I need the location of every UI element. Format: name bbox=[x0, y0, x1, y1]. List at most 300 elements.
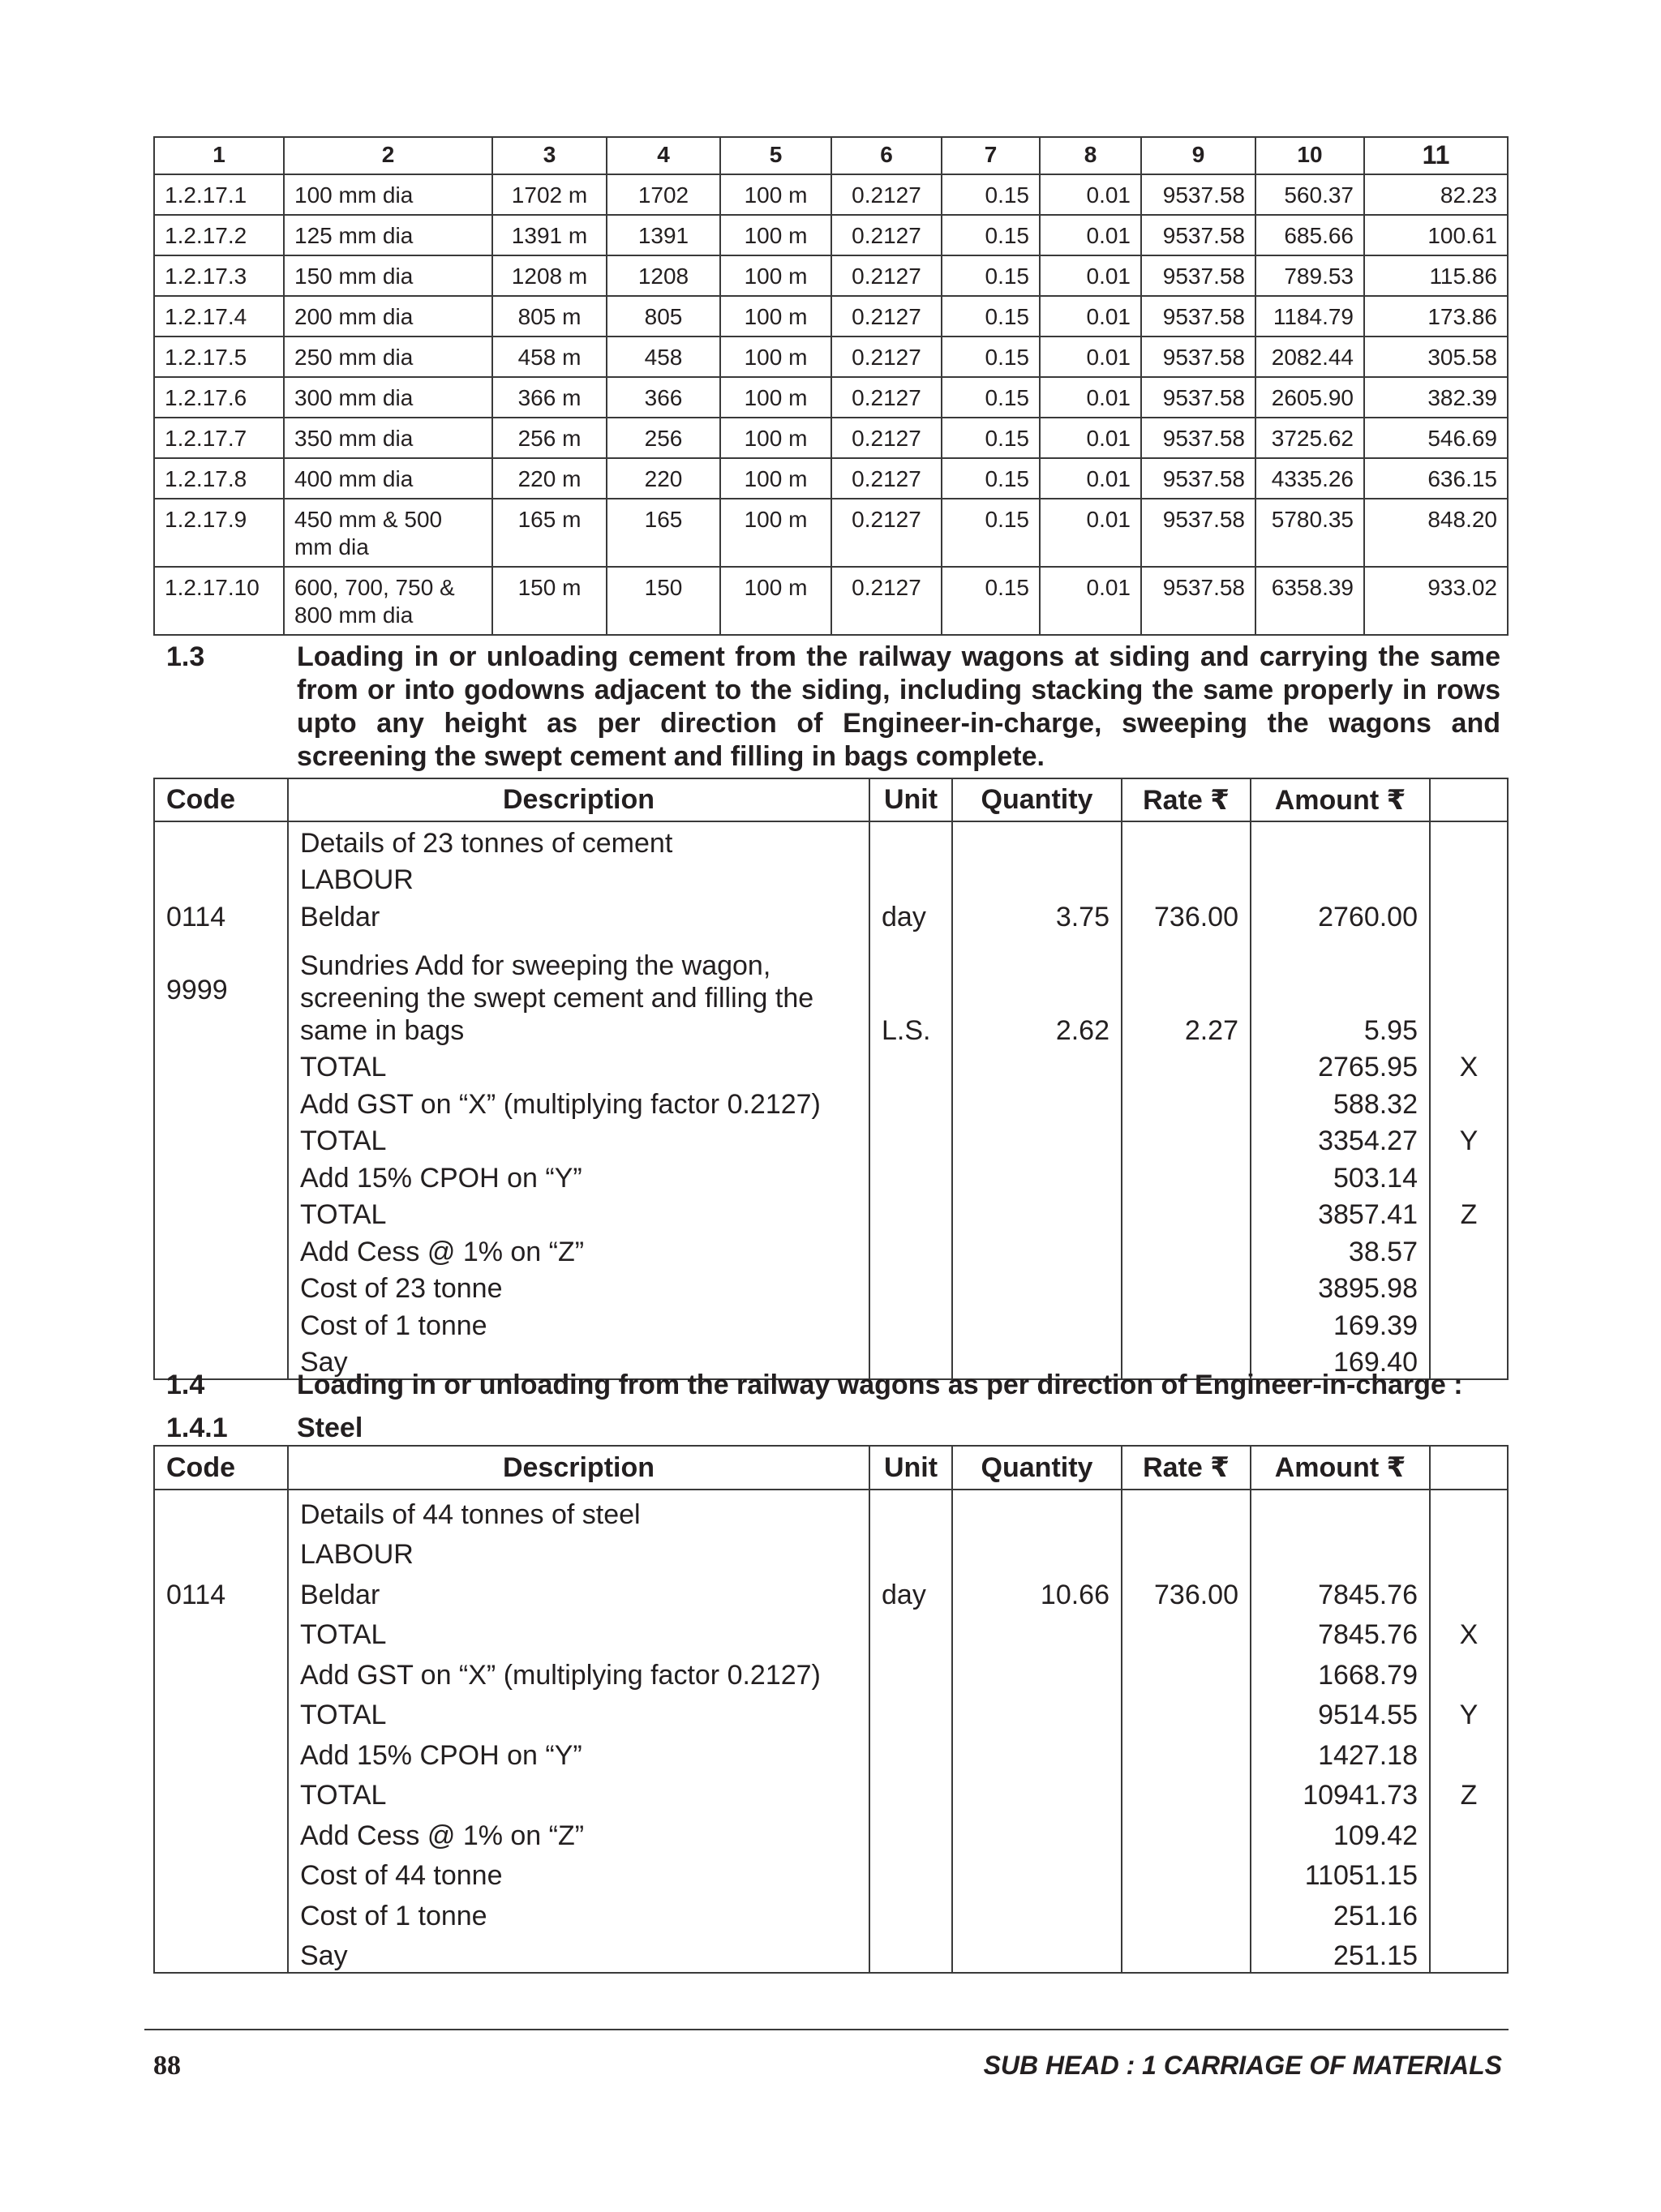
table-cell: 1.2.17.4 bbox=[154, 296, 284, 337]
table-cell: 150 bbox=[607, 567, 720, 635]
column-header: 9 bbox=[1141, 137, 1255, 174]
code-header: Code bbox=[154, 778, 288, 821]
description-cell: TOTAL bbox=[288, 1194, 869, 1232]
unit-cell bbox=[869, 1083, 952, 1121]
table-cell: 0.01 bbox=[1040, 499, 1141, 567]
unit-cell bbox=[869, 821, 952, 860]
amount-cell: 10941.73 bbox=[1251, 1772, 1430, 1812]
quantity-cell bbox=[952, 1892, 1122, 1932]
rate-cell bbox=[1122, 1047, 1251, 1084]
quantity-header: Quantity bbox=[952, 778, 1122, 821]
table-row bbox=[154, 1047, 1508, 1084]
table-cell: 115.86 bbox=[1364, 255, 1508, 296]
rate-cell bbox=[1122, 860, 1251, 897]
code-cell bbox=[154, 1611, 288, 1652]
table-cell: 1208 bbox=[607, 255, 720, 296]
table-cell: 1.2.17.10 bbox=[154, 567, 284, 635]
code-cell bbox=[154, 1731, 288, 1772]
amount-cell: 1668.79 bbox=[1251, 1651, 1430, 1691]
rate-cell bbox=[1122, 1531, 1251, 1571]
table-cell: 300 mm dia bbox=[284, 377, 492, 418]
unit-cell: day bbox=[869, 896, 952, 933]
table-row bbox=[154, 499, 1508, 567]
quantity-cell bbox=[952, 1268, 1122, 1305]
quantity-cell bbox=[952, 1231, 1122, 1268]
table-cell: 600, 700, 750 & 800 mm dia bbox=[284, 567, 492, 635]
quantity-header: Quantity bbox=[952, 1446, 1122, 1490]
table-cell: 0.01 bbox=[1040, 215, 1141, 255]
table-row bbox=[154, 1121, 1508, 1158]
quantity-cell: 10.66 bbox=[952, 1571, 1122, 1611]
table-cell: 636.15 bbox=[1364, 458, 1508, 499]
table-cell: 100 m bbox=[720, 337, 831, 377]
table-cell: 0.2127 bbox=[831, 458, 942, 499]
amount-cell: 3354.27 bbox=[1251, 1121, 1430, 1158]
quantity-cell bbox=[952, 1121, 1122, 1158]
description-cell: TOTAL bbox=[288, 1772, 869, 1812]
table-row bbox=[154, 1268, 1508, 1305]
table-cell: 933.02 bbox=[1364, 567, 1508, 635]
unit-cell bbox=[869, 1772, 952, 1812]
table-cell: 1.2.17.7 bbox=[154, 418, 284, 458]
rate-cell bbox=[1122, 1305, 1251, 1342]
table-cell: 1.2.17.2 bbox=[154, 215, 284, 255]
table-row bbox=[154, 1892, 1508, 1932]
description-cell: Add Cess @ 1% on “Z” bbox=[288, 1231, 869, 1268]
amount-header: Amount ₹ bbox=[1251, 778, 1430, 821]
quantity-cell bbox=[952, 1772, 1122, 1812]
rate-cell bbox=[1122, 1731, 1251, 1772]
total-tag bbox=[1430, 1157, 1508, 1194]
code-header: Code bbox=[154, 1446, 288, 1490]
table-cell: 0.15 bbox=[942, 377, 1040, 418]
rate-cell bbox=[1122, 1194, 1251, 1232]
table-cell: 789.53 bbox=[1255, 255, 1364, 296]
description-cell: TOTAL bbox=[288, 1121, 869, 1158]
total-tag bbox=[1430, 933, 1508, 1047]
quantity-cell bbox=[952, 1811, 1122, 1852]
table-row bbox=[154, 1571, 1508, 1611]
rate-cell bbox=[1122, 1083, 1251, 1121]
description-cell: Cost of 44 tonne bbox=[288, 1852, 869, 1893]
total-tag: X bbox=[1430, 1611, 1508, 1652]
rate-cell bbox=[1122, 1852, 1251, 1893]
quantity-cell bbox=[952, 821, 1122, 860]
table-cell: 165 m bbox=[492, 499, 607, 567]
table-cell: 382.39 bbox=[1364, 377, 1508, 418]
description-cell: Say bbox=[288, 1932, 869, 1974]
rate-cell bbox=[1122, 1268, 1251, 1305]
amount-cell: 503.14 bbox=[1251, 1157, 1430, 1194]
table-cell: 150 mm dia bbox=[284, 255, 492, 296]
code-cell bbox=[154, 1194, 288, 1232]
total-tag bbox=[1430, 1490, 1508, 1531]
table-cell: 0.15 bbox=[942, 296, 1040, 337]
code-cell bbox=[154, 1083, 288, 1121]
table-cell: 366 m bbox=[492, 377, 607, 418]
table-cell: 100 m bbox=[720, 174, 831, 215]
table-cell: 0.2127 bbox=[831, 337, 942, 377]
quantity-cell bbox=[952, 1932, 1122, 1974]
rate-cell bbox=[1122, 821, 1251, 860]
table-cell: 0.2127 bbox=[831, 567, 942, 635]
table-cell: 0.15 bbox=[942, 255, 1040, 296]
quantity-cell bbox=[952, 1490, 1122, 1531]
table-cell: 1391 m bbox=[492, 215, 607, 255]
unit-cell bbox=[869, 1490, 952, 1531]
quantity-cell bbox=[952, 1611, 1122, 1652]
table-row bbox=[154, 933, 1508, 1047]
amount-cell: 3857.41 bbox=[1251, 1194, 1430, 1232]
quantity-cell bbox=[952, 1047, 1122, 1084]
amount-cell: 7845.76 bbox=[1251, 1611, 1430, 1652]
rate-header: Rate ₹ bbox=[1122, 778, 1251, 821]
code-cell bbox=[154, 1691, 288, 1732]
description-cell: Add Cess @ 1% on “Z” bbox=[288, 1811, 869, 1852]
description-cell: Say bbox=[288, 1342, 869, 1380]
description-cell: Add 15% CPOH on “Y” bbox=[288, 1731, 869, 1772]
unit-cell bbox=[869, 1731, 952, 1772]
rate-cell: 736.00 bbox=[1122, 1571, 1251, 1611]
amount-cell: 3895.98 bbox=[1251, 1268, 1430, 1305]
table-header-row bbox=[154, 1446, 1508, 1490]
table-cell: 3725.62 bbox=[1255, 418, 1364, 458]
description-cell: TOTAL bbox=[288, 1691, 869, 1732]
quantity-cell bbox=[952, 1305, 1122, 1342]
section-1-4-1-heading bbox=[153, 1412, 1507, 1446]
description-cell: Cost of 1 tonne bbox=[288, 1892, 869, 1932]
description-cell: Details of 23 tonnes of cement bbox=[288, 821, 869, 860]
description-cell: TOTAL bbox=[288, 1047, 869, 1084]
table-cell: 458 m bbox=[492, 337, 607, 377]
table-cell: 0.15 bbox=[942, 458, 1040, 499]
code-cell: 0114 bbox=[154, 1571, 288, 1611]
table-row bbox=[154, 418, 1508, 458]
table-cell: 100 m bbox=[720, 458, 831, 499]
quantity-cell bbox=[952, 860, 1122, 897]
column-header: 7 bbox=[942, 137, 1040, 174]
quantity-cell bbox=[952, 1194, 1122, 1232]
amount-cell bbox=[1251, 1531, 1430, 1571]
page-number: 88 bbox=[153, 2051, 181, 2081]
rate-cell bbox=[1122, 1811, 1251, 1852]
table-cell: 5780.35 bbox=[1255, 499, 1364, 567]
table-row bbox=[154, 1157, 1508, 1194]
table-cell: 9537.58 bbox=[1141, 255, 1255, 296]
table-row bbox=[154, 1305, 1508, 1342]
table-cell: 9537.58 bbox=[1141, 174, 1255, 215]
rate-cell bbox=[1122, 1772, 1251, 1812]
table-cell: 546.69 bbox=[1364, 418, 1508, 458]
total-tag bbox=[1430, 1731, 1508, 1772]
table-cell: 0.15 bbox=[942, 567, 1040, 635]
rate-cell bbox=[1122, 1157, 1251, 1194]
unit-cell bbox=[869, 1531, 952, 1571]
table-cell: 0.01 bbox=[1040, 337, 1141, 377]
column-header: 11 bbox=[1364, 137, 1508, 174]
table-cell: 350 mm dia bbox=[284, 418, 492, 458]
table-cell: 9537.58 bbox=[1141, 499, 1255, 567]
table-cell: 1391 bbox=[607, 215, 720, 255]
total-tag: Z bbox=[1430, 1194, 1508, 1232]
total-tag bbox=[1430, 1892, 1508, 1932]
unit-cell bbox=[869, 1157, 952, 1194]
column-header: 8 bbox=[1040, 137, 1141, 174]
table-cell: 1.2.17.9 bbox=[154, 499, 284, 567]
description-cell: Add GST on “X” (multiplying factor 0.2127) bbox=[288, 1651, 869, 1691]
code-cell bbox=[154, 1772, 288, 1812]
description-cell: Add GST on “X” (multiplying factor 0.2127) bbox=[288, 1083, 869, 1121]
table-row bbox=[154, 860, 1508, 897]
description-cell: Cost of 1 tonne bbox=[288, 1305, 869, 1342]
code-cell bbox=[154, 1121, 288, 1158]
rate-cell bbox=[1122, 1932, 1251, 1974]
description-cell: Beldar bbox=[288, 1571, 869, 1611]
section-1-3-heading bbox=[153, 641, 1507, 774]
table-cell: 0.2127 bbox=[831, 418, 942, 458]
description-cell: LABOUR bbox=[288, 1531, 869, 1571]
description-cell: Beldar bbox=[288, 896, 869, 933]
unit-cell bbox=[869, 1268, 952, 1305]
table-header-row bbox=[154, 137, 1508, 174]
table-cell: 1702 bbox=[607, 174, 720, 215]
table-cell: 2082.44 bbox=[1255, 337, 1364, 377]
table-header-row bbox=[154, 778, 1508, 821]
code-cell bbox=[154, 1157, 288, 1194]
rate-cell bbox=[1122, 1121, 1251, 1158]
total-tag bbox=[1430, 1811, 1508, 1852]
table-cell: 9537.58 bbox=[1141, 215, 1255, 255]
unit-cell bbox=[869, 1305, 952, 1342]
subsection-number: 1.4.1 bbox=[166, 1413, 228, 1443]
rate-cell: 2.27 bbox=[1122, 933, 1251, 1047]
amount-cell: 251.16 bbox=[1251, 1892, 1430, 1932]
amount-cell: 2760.00 bbox=[1251, 896, 1430, 933]
section-text: Loading in or unloading cement from the railway wagons at siding and carrying the same from or into godowns adjacent to the siding, including stacking the same properly in rows upto any height as per direction of Engineer-in-charge, sweeping the wagons and screening the swept cement and filling in bags complete. bbox=[297, 641, 1500, 772]
column-header: 2 bbox=[284, 137, 492, 174]
table-cell: 9537.58 bbox=[1141, 377, 1255, 418]
quantity-cell: 2.62 bbox=[952, 933, 1122, 1047]
description-cell: Add 15% CPOH on “Y” bbox=[288, 1157, 869, 1194]
unit-cell bbox=[869, 1611, 952, 1652]
total-tag: Z bbox=[1430, 1772, 1508, 1812]
rate-cell bbox=[1122, 1490, 1251, 1531]
table-cell: 1184.79 bbox=[1255, 296, 1364, 337]
table-cell: 0.2127 bbox=[831, 174, 942, 215]
table-cell: 0.2127 bbox=[831, 296, 942, 337]
table-cell: 0.01 bbox=[1040, 174, 1141, 215]
column-header: 10 bbox=[1255, 137, 1364, 174]
table-row bbox=[154, 1691, 1508, 1732]
code-cell bbox=[154, 1047, 288, 1084]
table-cell: 1.2.17.3 bbox=[154, 255, 284, 296]
quantity-cell bbox=[952, 1083, 1122, 1121]
description-cell: Details of 44 tonnes of steel bbox=[288, 1490, 869, 1531]
table-cell: 125 mm dia bbox=[284, 215, 492, 255]
unit-cell: day bbox=[869, 1571, 952, 1611]
table-cell: 220 m bbox=[492, 458, 607, 499]
quantity-cell: 3.75 bbox=[952, 896, 1122, 933]
rate-cell bbox=[1122, 1892, 1251, 1932]
total-tag bbox=[1430, 1932, 1508, 1974]
table-cell: 100 m bbox=[720, 377, 831, 418]
amount-cell: 588.32 bbox=[1251, 1083, 1430, 1121]
unit-cell bbox=[869, 1121, 952, 1158]
table-cell: 560.37 bbox=[1255, 174, 1364, 215]
table-cell: 0.2127 bbox=[831, 377, 942, 418]
unit-cell bbox=[869, 1932, 952, 1974]
table-cell: 9537.58 bbox=[1141, 458, 1255, 499]
table-row bbox=[154, 821, 1508, 860]
table-row bbox=[154, 1811, 1508, 1852]
unit-cell: L.S. bbox=[869, 933, 952, 1047]
code-cell bbox=[154, 1811, 288, 1852]
code-cell bbox=[154, 1852, 288, 1893]
column-header: 1 bbox=[154, 137, 284, 174]
table-cell: 100.61 bbox=[1364, 215, 1508, 255]
table-cell: 0.01 bbox=[1040, 255, 1141, 296]
description-cell: Sundries Add for sweeping the wagon, screening the swept cement and filling the same in bags bbox=[288, 933, 869, 1047]
table-row bbox=[154, 1651, 1508, 1691]
table-row bbox=[154, 567, 1508, 635]
table-cell: 805 m bbox=[492, 296, 607, 337]
amount-cell: 11051.15 bbox=[1251, 1852, 1430, 1893]
code-cell: 0114 bbox=[154, 896, 288, 933]
table-row bbox=[154, 1932, 1508, 1974]
unit-header: Unit bbox=[869, 778, 952, 821]
description-cell: TOTAL bbox=[288, 1611, 869, 1652]
table-cell: 0.15 bbox=[942, 215, 1040, 255]
table-cell: 82.23 bbox=[1364, 174, 1508, 215]
table-cell: 0.15 bbox=[942, 418, 1040, 458]
quantity-cell bbox=[952, 1157, 1122, 1194]
steel-rate-analysis-table bbox=[153, 1445, 1509, 1974]
table-cell: 458 bbox=[607, 337, 720, 377]
table-cell: 450 mm & 500 mm dia bbox=[284, 499, 492, 567]
amount-cell bbox=[1251, 821, 1430, 860]
unit-cell bbox=[869, 860, 952, 897]
amount-cell: 169.39 bbox=[1251, 1305, 1430, 1342]
total-tag bbox=[1430, 1305, 1508, 1342]
code-cell bbox=[154, 1231, 288, 1268]
unit-cell bbox=[869, 1691, 952, 1732]
amount-cell: 38.57 bbox=[1251, 1231, 1430, 1268]
subsection-text: Steel bbox=[297, 1413, 363, 1443]
code-cell bbox=[154, 1932, 288, 1974]
table-row bbox=[154, 337, 1508, 377]
amount-cell: 2765.95 bbox=[1251, 1047, 1430, 1084]
total-tag bbox=[1430, 1651, 1508, 1691]
table-cell: 1.2.17.6 bbox=[154, 377, 284, 418]
rate-header: Rate ₹ bbox=[1122, 1446, 1251, 1490]
code-cell bbox=[154, 1892, 288, 1932]
amount-cell bbox=[1251, 860, 1430, 897]
total-tag bbox=[1430, 821, 1508, 860]
rate-cell bbox=[1122, 1691, 1251, 1732]
description-cell: LABOUR bbox=[288, 860, 869, 897]
footer-divider bbox=[144, 2029, 1509, 2030]
table-row bbox=[154, 1531, 1508, 1571]
table-cell: 9537.58 bbox=[1141, 337, 1255, 377]
table-row bbox=[154, 377, 1508, 418]
table-row bbox=[154, 1194, 1508, 1232]
quantity-cell bbox=[952, 1731, 1122, 1772]
table-cell: 685.66 bbox=[1255, 215, 1364, 255]
table-row bbox=[154, 1731, 1508, 1772]
table-cell: 100 m bbox=[720, 296, 831, 337]
table-cell: 100 m bbox=[720, 567, 831, 635]
table-cell: 256 m bbox=[492, 418, 607, 458]
amount-cell: 1427.18 bbox=[1251, 1731, 1430, 1772]
rate-cell: 736.00 bbox=[1122, 896, 1251, 933]
code-cell: 9999 bbox=[154, 933, 288, 1047]
description-header: Description bbox=[288, 778, 869, 821]
section-number: 1.3 bbox=[166, 641, 205, 672]
quantity-cell bbox=[952, 1691, 1122, 1732]
section-number: 1.4 bbox=[166, 1370, 205, 1400]
code-cell bbox=[154, 1305, 288, 1342]
unit-cell bbox=[869, 1651, 952, 1691]
rate-cell bbox=[1122, 1611, 1251, 1652]
unit-cell bbox=[869, 1811, 952, 1852]
table-cell: 0.01 bbox=[1040, 418, 1141, 458]
column-header: 3 bbox=[492, 137, 607, 174]
description-header: Description bbox=[288, 1446, 869, 1490]
code-cell bbox=[154, 821, 288, 860]
unit-cell bbox=[869, 1892, 952, 1932]
total-tag: X bbox=[1430, 1047, 1508, 1084]
code-cell bbox=[154, 1268, 288, 1305]
table-cell: 1.2.17.5 bbox=[154, 337, 284, 377]
quantity-cell bbox=[952, 1852, 1122, 1893]
table-cell: 6358.39 bbox=[1255, 567, 1364, 635]
table-cell: 100 m bbox=[720, 215, 831, 255]
total-tag bbox=[1430, 1531, 1508, 1571]
description-cell: Cost of 23 tonne bbox=[288, 1268, 869, 1305]
table-cell: 165 bbox=[607, 499, 720, 567]
table-row bbox=[154, 255, 1508, 296]
table-cell: 1.2.17.8 bbox=[154, 458, 284, 499]
quantity-cell bbox=[952, 1531, 1122, 1571]
table-cell: 366 bbox=[607, 377, 720, 418]
section-text: Loading in or unloading from the railway wagons as per direction of Engineer-in-charge : bbox=[297, 1370, 1463, 1400]
running-title: SUB HEAD : 1 CARRIAGE OF MATERIALS bbox=[983, 2051, 1502, 2080]
table-cell: 100 m bbox=[720, 255, 831, 296]
table-cell: 0.01 bbox=[1040, 296, 1141, 337]
table-cell: 400 mm dia bbox=[284, 458, 492, 499]
section-1-4-heading bbox=[153, 1369, 1507, 1403]
table-row bbox=[154, 1490, 1508, 1531]
table-cell: 305.58 bbox=[1364, 337, 1508, 377]
table-row bbox=[154, 174, 1508, 215]
table-cell: 9537.58 bbox=[1141, 418, 1255, 458]
table-cell: 0.2127 bbox=[831, 255, 942, 296]
table-cell: 1.2.17.1 bbox=[154, 174, 284, 215]
table-row bbox=[154, 215, 1508, 255]
code-cell bbox=[154, 1651, 288, 1691]
table-cell: 4335.26 bbox=[1255, 458, 1364, 499]
total-tag: Y bbox=[1430, 1121, 1508, 1158]
code-cell bbox=[154, 1531, 288, 1571]
tag-header bbox=[1430, 1446, 1508, 1490]
unit-header: Unit bbox=[869, 1446, 952, 1490]
amount-cell: 5.95 bbox=[1251, 933, 1430, 1047]
table-cell: 1208 m bbox=[492, 255, 607, 296]
table-row bbox=[154, 1231, 1508, 1268]
total-tag bbox=[1430, 1852, 1508, 1893]
rate-cell bbox=[1122, 1231, 1251, 1268]
column-header: 6 bbox=[831, 137, 942, 174]
